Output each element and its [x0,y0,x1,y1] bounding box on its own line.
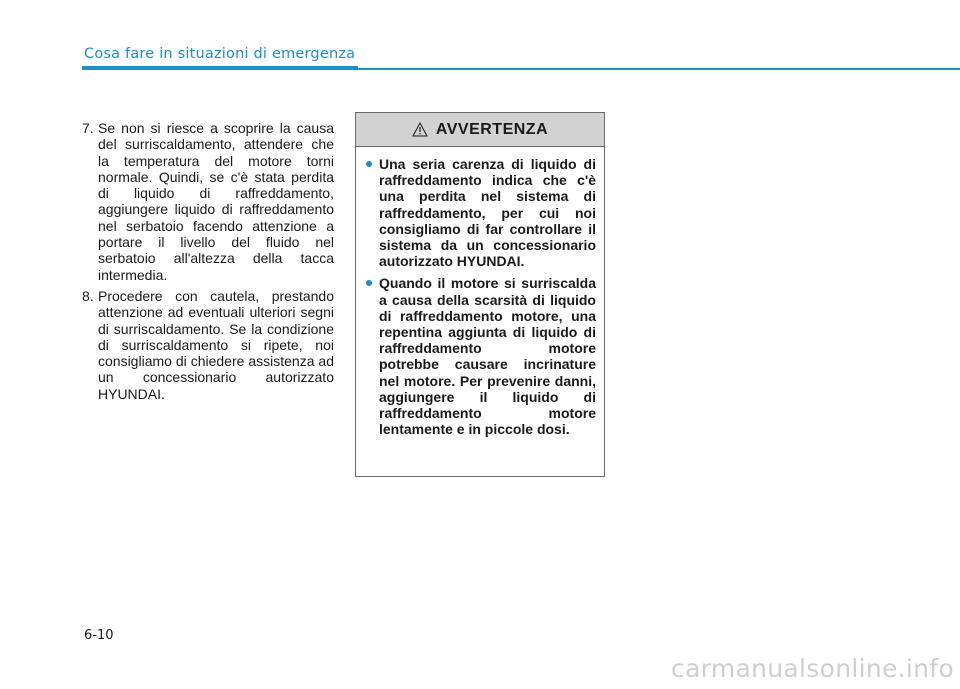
section-title-underline [82,66,358,70]
instruction-steps [82,120,334,407]
warning-bullet-text: Una seria carenza di liquido di raffreddamento indica che c'è una perdita nel sistema di raffreddamento, per cui noi consigliamo di far controllare il sistema da un concessionario autorizzato HYUNDAI. [379,156,596,270]
page-number: 6-10 [84,628,114,643]
step-number: 8. [82,287,94,304]
section-title: Cosa fare in situazioni di emergenza [84,46,356,62]
warning-bullet [366,275,596,437]
bullet-dot-icon [366,280,372,286]
step-text: Se non si riesce a scoprire la causa del surriscaldamento, attendere che la temperatura del motore torni normale. Quindi, se c'è stata perdita di liquido di raffreddamento, aggiungere liquido di raffreddamento nel serbatoio facendo attenzione a portare il livello del fluido nel serbatoio all'altezza della tacca intermedia. [98,120,334,283]
header-rule [356,68,960,70]
step-7 [82,120,334,283]
warning-triangle-icon [412,122,428,137]
warning-bullet-text: Quando il motore si surriscalda a causa della scarsità di liquido di raffreddamento motore, una repentina aggiunta di liquido di raffreddamento motore potrebbe causare incrinature nel motore. Per prevenire danni, aggiungere il liquido di raffreddamento motore lentamente e in piccole dosi. [379,275,596,438]
bullet-dot-icon [366,161,372,167]
watermark: carmanualsonline.info [671,654,954,683]
warning-box [355,112,605,477]
warning-header [356,113,604,147]
warning-body [356,147,604,437]
step-number: 7. [82,120,94,136]
warning-title: AVVERTENZA [435,120,549,138]
warning-bullet [366,156,596,269]
step-8 [82,288,334,402]
step-text: Procedere con cautela, prestando attenzione ad eventuali ulteriori segni di surriscaldamento. Se la condizione di surriscaldamento si ripete, noi consigliamo di chiedere assistenza ad un concessionario autorizzato HYUNDAI. [98,287,334,402]
